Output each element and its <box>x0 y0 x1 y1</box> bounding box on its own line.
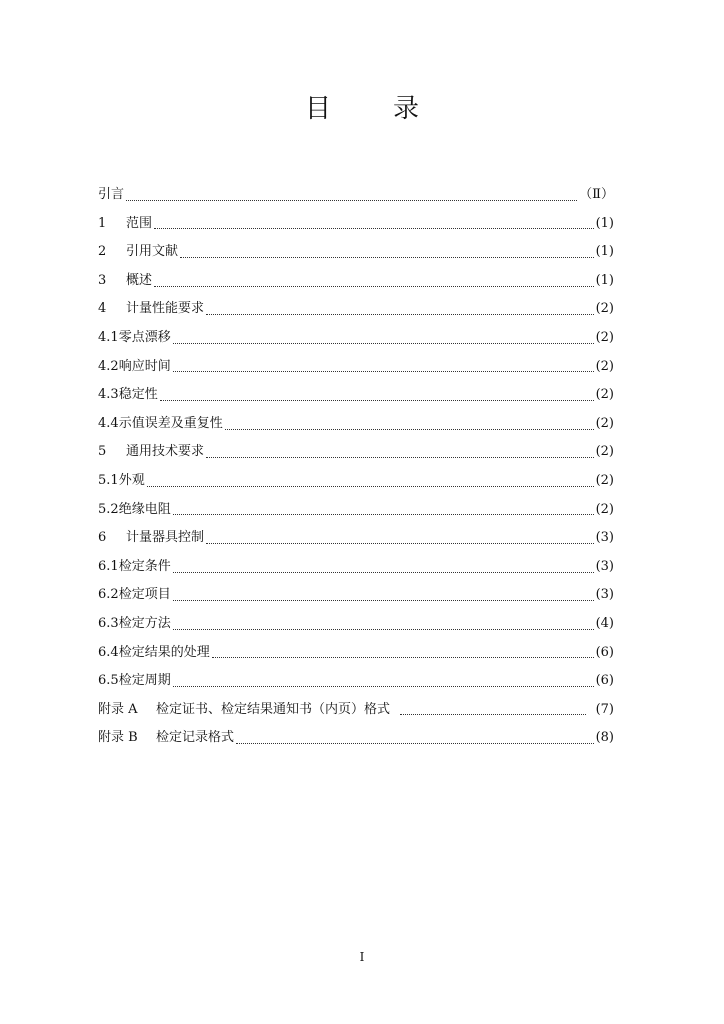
toc-page: (1) <box>595 272 614 288</box>
toc-label: 概述 <box>126 272 153 288</box>
toc-label: 检定结果的处理 <box>118 644 210 660</box>
toc-entry-4-1[interactable] <box>98 324 614 353</box>
toc-entry-5[interactable] <box>98 438 614 467</box>
toc-label: 绝缘电阻 <box>118 501 171 517</box>
toc-leader-dots <box>206 535 594 544</box>
toc-page: (3) <box>595 558 614 574</box>
toc-entry-3[interactable] <box>98 267 614 296</box>
toc-label: 外观 <box>118 472 145 488</box>
toc-leader-dots <box>206 449 594 458</box>
toc-entry-6[interactable] <box>98 524 614 553</box>
toc-leader-dots <box>400 706 586 715</box>
toc-entry-4-3[interactable] <box>98 381 614 410</box>
toc-number: 4.1 <box>98 329 119 345</box>
toc-label: 引用文献 <box>126 244 179 260</box>
toc-leader-dots <box>173 678 594 687</box>
toc-leader-dots <box>180 249 594 258</box>
toc-page: (3) <box>595 530 614 546</box>
toc-page: (7) <box>595 701 614 717</box>
toc-page: (2) <box>595 472 614 488</box>
toc-leader-dots <box>154 220 594 229</box>
title-char-1: 目 <box>304 94 331 124</box>
toc-leader-dots <box>154 278 594 287</box>
toc-leader-dots <box>173 335 594 344</box>
toc-number: 4.4 <box>98 415 119 431</box>
toc-number: 6.4 <box>98 644 119 660</box>
toc-entry-5-1[interactable] <box>98 467 614 496</box>
toc-entry-2[interactable] <box>98 238 614 267</box>
toc-number: 4 <box>98 301 107 317</box>
toc-label: 检定记录格式 <box>156 730 235 746</box>
toc-label: 示值误差及重复性 <box>118 415 223 431</box>
toc-number: 4.2 <box>98 358 119 374</box>
toc-label: 检定条件 <box>118 558 171 574</box>
toc-page: (2) <box>595 444 614 460</box>
toc-entry-6-4[interactable] <box>98 639 614 668</box>
toc-number: 4.3 <box>98 387 119 403</box>
toc-number: 5 <box>98 444 107 460</box>
toc-page: (6) <box>595 644 614 660</box>
toc-label: 范围 <box>126 215 153 231</box>
toc-number: 5.1 <box>98 472 119 488</box>
toc-leader-dots <box>126 192 577 201</box>
toc-page: (2) <box>595 501 614 517</box>
toc-number: 附录 B <box>98 730 138 746</box>
toc-entry-6-2[interactable] <box>98 581 614 610</box>
toc-page: (2) <box>595 301 614 317</box>
toc-leader-dots <box>212 649 594 658</box>
toc-leader-dots <box>173 621 594 630</box>
toc-entry-6-1[interactable] <box>98 553 614 582</box>
toc-label: 检定项目 <box>118 587 171 603</box>
toc-page: (6) <box>595 673 614 689</box>
toc-label: 零点漂移 <box>118 329 171 345</box>
table-of-contents <box>98 181 614 753</box>
toc-leader-dots <box>173 592 594 601</box>
toc-entry-4-2[interactable] <box>98 353 614 382</box>
toc-page: (1) <box>595 244 614 260</box>
toc-label: 计量器具控制 <box>126 530 205 546</box>
toc-number: 2 <box>98 244 107 260</box>
toc-number: 6.5 <box>98 673 119 689</box>
toc-leader-dots <box>147 478 594 487</box>
toc-number: 1 <box>98 215 107 231</box>
toc-label: 通用技术要求 <box>126 444 205 460</box>
toc-page: (2) <box>595 415 614 431</box>
toc-entry-4[interactable] <box>98 295 614 324</box>
toc-page: （Ⅱ） <box>579 187 614 202</box>
toc-number: 6.3 <box>98 615 119 631</box>
toc-number: 3 <box>98 272 107 288</box>
toc-entry-appendix-b[interactable] <box>98 724 614 753</box>
toc-page: (1) <box>595 215 614 231</box>
toc-entry-6-5[interactable] <box>98 667 614 696</box>
toc-leader-dots <box>236 735 594 744</box>
toc-page: (2) <box>595 387 614 403</box>
toc-label: 检定证书、检定结果通知书（内页）格式 <box>156 701 391 717</box>
toc-label: 检定周期 <box>118 673 171 689</box>
toc-entry-6-3[interactable] <box>98 610 614 639</box>
toc-leader-dots <box>173 564 594 573</box>
toc-leader-dots <box>173 363 594 372</box>
toc-page: (3) <box>595 587 614 603</box>
toc-page: (4) <box>595 615 614 631</box>
toc-entry-1[interactable] <box>98 210 614 239</box>
toc-number: 6 <box>98 530 107 546</box>
toc-entry-intro[interactable] <box>98 181 614 210</box>
toc-label: 检定方法 <box>118 615 171 631</box>
toc-leader-dots <box>206 306 594 315</box>
toc-leader-dots <box>173 506 594 515</box>
toc-page: (2) <box>595 358 614 374</box>
toc-entry-appendix-a[interactable] <box>98 696 614 725</box>
toc-number: 6.2 <box>98 587 119 603</box>
toc-entry-5-2[interactable] <box>98 496 614 525</box>
toc-leader-dots <box>225 421 594 430</box>
page-title <box>0 88 724 125</box>
toc-number: 6.1 <box>98 558 119 574</box>
page-number: I <box>359 950 365 964</box>
toc-label: 计量性能要求 <box>126 301 205 317</box>
toc-label: 响应时间 <box>118 358 171 374</box>
toc-entry-4-4[interactable] <box>98 410 614 439</box>
toc-page: (2) <box>595 329 614 345</box>
toc-label: 引言 <box>98 187 125 202</box>
toc-page: (8) <box>595 730 614 746</box>
toc-label: 稳定性 <box>118 387 158 403</box>
title-char-2: 录 <box>393 94 420 124</box>
toc-number: 附录 A <box>98 701 138 717</box>
toc-leader-dots <box>160 392 594 401</box>
toc-number: 5.2 <box>98 501 119 517</box>
